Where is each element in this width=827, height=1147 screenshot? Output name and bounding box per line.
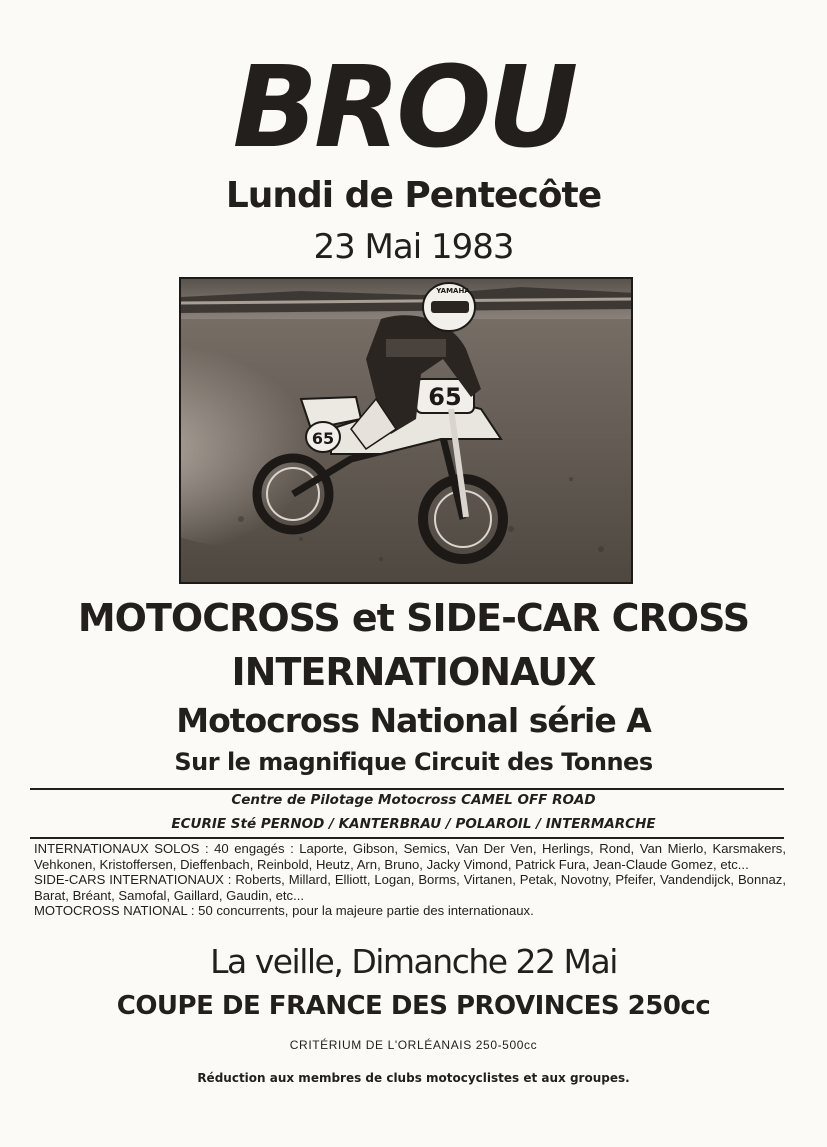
- eve-date: La veille, Dimanche 22 Mai: [210, 942, 617, 981]
- entrants-sidecars: SIDE-CARS INTERNATIONAUX : Roberts, Millard, Elliott, Logan, Borms, Virtanen, Petak, Novotny, Pfeifer, Vandendijck, Bonnaz, Barat, Bréant, Samofal, Gaillard, Gaudin, etc...: [34, 872, 786, 903]
- coupe-de-france: COUPE DE FRANCE DES PROVINCES 250cc: [116, 991, 711, 1021]
- poster-title: BROU: [232, 43, 575, 173]
- discount-note: Réduction aux membres de clubs motocyclistes et aux groupes.: [197, 1071, 630, 1085]
- entrants-solos: INTERNATIONAUX SOLOS : 40 engagés : Laporte, Gibson, Semics, Van Der Ven, Herlings, Rond, Van Mierlo, Karsmakers, Vehkonen, Kristoffersen, Dieffenbach, Reinbold, Heutz, Arn, Bruno, Jacky Vimond, Patrick Fura, Jean-Claude Gomez, etc...: [34, 841, 786, 872]
- motocross-photo: [179, 277, 633, 584]
- front-number-plate: 65: [428, 383, 462, 411]
- headline-national: Motocross National série A: [176, 701, 651, 740]
- occasion-subtitle: Lundi de Pentecôte: [225, 175, 602, 216]
- sponsor-line-ecurie: ECURIE Sté PERNOD / KANTERBRAU / POLAROIL / INTERMARCHE: [171, 816, 656, 832]
- helmet-brand: YAMAHA: [436, 287, 470, 295]
- divider-bottom: [30, 837, 784, 839]
- event-date: 23 Mai 1983: [313, 227, 514, 267]
- headline-motocross: MOTOCROSS et SIDE-CAR CROSS: [77, 596, 750, 640]
- rear-number-plate: 65: [311, 429, 335, 448]
- criterium-orleanais: CRITÉRIUM DE L'ORLÉANAIS 250-500cc: [289, 1038, 538, 1052]
- headline-internationaux: INTERNATIONAUX: [231, 650, 596, 694]
- entrants-national: MOTOCROSS NATIONAL : 50 concurrents, pour la majeure partie des internationaux.: [34, 903, 534, 919]
- rider-photo-illustration: [181, 279, 633, 584]
- headline-circuit: Sur le magnifique Circuit des Tonnes: [174, 748, 653, 776]
- entrants-list: [34, 841, 786, 919]
- sponsor-line-camel: Centre de Pilotage Motocross CAMEL OFF ROAD: [231, 792, 596, 808]
